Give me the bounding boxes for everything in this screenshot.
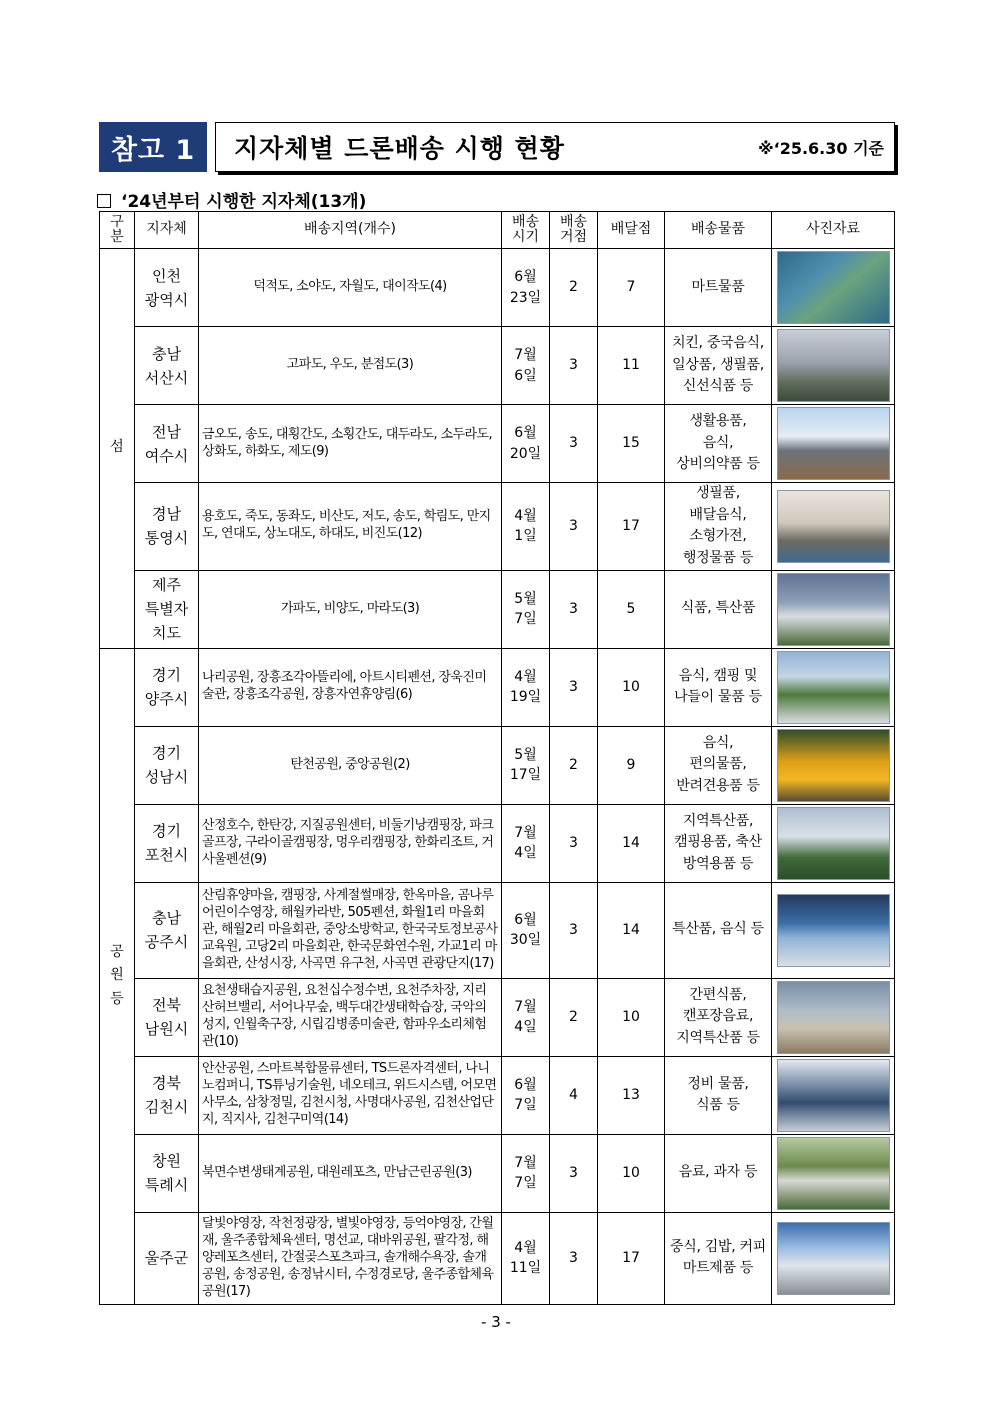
- photo-cell: [772, 570, 895, 648]
- goods-cell: 생활용품, 음식, 상비의약품 등: [665, 405, 772, 483]
- start-date-cell: 7월 6일: [502, 327, 550, 405]
- drone-photo-jeju: [777, 573, 890, 646]
- drone-photo-ulju: [777, 1222, 890, 1295]
- delivery-points-cell: 10: [598, 648, 665, 726]
- area-cell: 덕적도, 소야도, 자월도, 대이작도(4): [199, 249, 502, 327]
- delivery-points-cell: 5: [598, 570, 665, 648]
- delivery-points-cell: 17: [598, 483, 665, 571]
- region-cell: 전북 남원시: [135, 978, 199, 1056]
- delivery-points-cell: 11: [598, 327, 665, 405]
- photo-cell: [772, 327, 895, 405]
- drone-photo-tongyeong: [777, 490, 890, 563]
- hub-count-cell: 3: [550, 648, 598, 726]
- goods-cell: 정비 물품, 식품 등: [665, 1056, 772, 1134]
- goods-cell: 지역특산품, 캠핑용품, 축산 방역용품 등: [665, 804, 772, 882]
- table-row: [100, 327, 895, 405]
- table-row: [100, 882, 895, 978]
- area-cell: 탄천공원, 중앙공원(2): [199, 726, 502, 804]
- hub-count-cell: 2: [550, 978, 598, 1056]
- delivery-points-cell: 14: [598, 882, 665, 978]
- title-box: [215, 122, 895, 172]
- table-row: [100, 1212, 895, 1304]
- goods-cell: 치킨, 중국음식, 일상품, 생필품, 신선식품 등: [665, 327, 772, 405]
- start-date-cell: 4월 1일: [502, 483, 550, 571]
- goods-cell: 간편식품, 캔포장음료, 지역특산품 등: [665, 978, 772, 1056]
- goods-cell: 식품, 특산품: [665, 570, 772, 648]
- section-title: ‘24년부터 시행한 지자체(13개): [121, 192, 367, 212]
- table-header-row: [100, 212, 895, 249]
- delivery-points-cell: 7: [598, 249, 665, 327]
- area-cell: 금오도, 송도, 대횡간도, 소횡간도, 대두라도, 소두라도, 상화도, 하화도, 제도(9): [199, 405, 502, 483]
- section-heading: [97, 187, 366, 212]
- header-start: 배송 시기: [502, 212, 550, 249]
- header-goods: 배송물품: [665, 212, 772, 249]
- photo-cell: [772, 483, 895, 571]
- hub-count-cell: 3: [550, 1212, 598, 1304]
- goods-cell: 음식, 편의물품, 반려견용품 등: [665, 726, 772, 804]
- table-row: [100, 978, 895, 1056]
- hub-count-cell: 3: [550, 327, 598, 405]
- start-date-cell: 6월 30일: [502, 882, 550, 978]
- start-date-cell: 4월 19일: [502, 648, 550, 726]
- hub-count-cell: 2: [550, 726, 598, 804]
- category-cell: 공 원 등: [100, 648, 135, 1304]
- area-cell: 안산공원, 스마트복합물류센터, TS드론자격센터, 나니노컴퍼니, TS튜닝기술원, 네오테크, 위드시스템, 어모면사무소, 삼창정밀, 김천시청, 사명대사공원, 김천산업단지, 직지사, 김천구미역(14): [199, 1056, 502, 1134]
- start-date-cell: 6월 7일: [502, 1056, 550, 1134]
- region-cell: 창원 특례시: [135, 1134, 199, 1212]
- header-region: 지자체: [135, 212, 199, 249]
- area-cell: 고파도, 우도, 분점도(3): [199, 327, 502, 405]
- hub-count-cell: 2: [550, 249, 598, 327]
- table-row: [100, 648, 895, 726]
- photo-cell: [772, 249, 895, 327]
- delivery-points-cell: 10: [598, 1134, 665, 1212]
- start-date-cell: 6월 20일: [502, 405, 550, 483]
- region-cell: 인천 광역시: [135, 249, 199, 327]
- area-cell: 요천생태습지공원, 요천십수정수변, 요천주차장, 지리산허브밸리, 서어나무숲, 백두대간생태학습장, 국악의성지, 인월축구장, 시립김병종미술관, 함파우소리체험관(10): [199, 978, 502, 1056]
- goods-cell: 특산품, 음식 등: [665, 882, 772, 978]
- drone-delivery-table: [99, 211, 895, 1305]
- page-title: 지자체별 드론배송 시행 현황: [234, 134, 565, 163]
- drone-photo-gimcheon: [777, 1059, 890, 1132]
- area-cell: 나리공원, 장흥조각아뜰리에, 아트시티펜션, 장욱진미술관, 장흥조각공원, 장흥자연휴양림(6): [199, 648, 502, 726]
- photo-cell: [772, 882, 895, 978]
- start-date-cell: 6월 23일: [502, 249, 550, 327]
- header-photo: 사진자료: [772, 212, 895, 249]
- drone-photo-seongnam: [777, 729, 890, 802]
- goods-cell: 마트물품: [665, 249, 772, 327]
- region-cell: 충남 서산시: [135, 327, 199, 405]
- area-cell: 용호도, 죽도, 동좌도, 비산도, 저도, 송도, 학림도, 만지도, 연대도, 상노대도, 하대도, 비진도(12): [199, 483, 502, 571]
- photo-cell: [772, 978, 895, 1056]
- photo-cell: [772, 1134, 895, 1212]
- area-cell: 산정호수, 한탄강, 지질공원센터, 비둘기낭캠핑장, 파크골프장, 구라이골캠핑장, 멍우리캠핑장, 한화리조트, 거사울펜션(9): [199, 804, 502, 882]
- goods-cell: 중식, 김밥, 커피 마트제품 등: [665, 1212, 772, 1304]
- region-cell: 경기 포천시: [135, 804, 199, 882]
- region-cell: 경남 통영시: [135, 483, 199, 571]
- start-date-cell: 7월 4일: [502, 804, 550, 882]
- photo-cell: [772, 1212, 895, 1304]
- drone-photo-yangju: [777, 651, 890, 724]
- date-note: ※‘25.6.30 기준: [758, 138, 884, 158]
- drone-photo-changwon: [777, 1137, 890, 1210]
- hub-count-cell: 4: [550, 1056, 598, 1134]
- header-category: 구 분: [100, 212, 135, 249]
- drone-photo-pocheon: [777, 807, 890, 880]
- hub-count-cell: 3: [550, 1134, 598, 1212]
- delivery-points-cell: 14: [598, 804, 665, 882]
- header-hub: 배송 거점: [550, 212, 598, 249]
- goods-cell: 생필품, 배달음식, 소형가전, 행정물품 등: [665, 483, 772, 571]
- hub-count-cell: 3: [550, 570, 598, 648]
- goods-cell: 음식, 캠핑 및 나들이 물품 등: [665, 648, 772, 726]
- drone-photo-namwon: [777, 981, 890, 1054]
- table-row: [100, 1134, 895, 1212]
- delivery-points-cell: 13: [598, 1056, 665, 1134]
- region-cell: 충남 공주시: [135, 882, 199, 978]
- region-cell: 경기 양주시: [135, 648, 199, 726]
- photo-cell: [772, 726, 895, 804]
- table-row: [100, 1056, 895, 1134]
- drone-photo-incheon: [777, 251, 890, 324]
- drone-photo-yeosu: [777, 407, 890, 480]
- delivery-points-cell: 17: [598, 1212, 665, 1304]
- drone-photo-seosan: [777, 329, 890, 402]
- region-cell: 울주군: [135, 1212, 199, 1304]
- area-cell: 달빛야영장, 작천정광장, 별빛야영장, 등억야영장, 간월재, 울주종합체육센터, 명선교, 대바위공원, 팔각정, 해양레포츠센터, 간절곶스포츠파크, 솔개해수욕장, 솔개공원, 송정공원, 송정낚시터, 수정경로당, 울주종합체육공원(17): [199, 1212, 502, 1304]
- region-cell: 제주 특별자 치도: [135, 570, 199, 648]
- reference-badge: 참고 1: [99, 122, 207, 172]
- drone-photo-gongju: [777, 894, 890, 967]
- start-date-cell: 5월 17일: [502, 726, 550, 804]
- delivery-points-cell: 10: [598, 978, 665, 1056]
- goods-cell: 음료, 과자 등: [665, 1134, 772, 1212]
- region-cell: 경기 성남시: [135, 726, 199, 804]
- table-row: [100, 405, 895, 483]
- start-date-cell: 7월 7일: [502, 1134, 550, 1212]
- photo-cell: [772, 648, 895, 726]
- table-row: [100, 570, 895, 648]
- delivery-points-cell: 9: [598, 726, 665, 804]
- hub-count-cell: 3: [550, 405, 598, 483]
- photo-cell: [772, 1056, 895, 1134]
- area-cell: 가파도, 비양도, 마라도(3): [199, 570, 502, 648]
- header-area: 배송지역(개수): [199, 212, 502, 249]
- page-number: - 3 -: [481, 1313, 511, 1331]
- photo-cell: [772, 405, 895, 483]
- header-points: 배달점: [598, 212, 665, 249]
- table-row: [100, 483, 895, 571]
- area-cell: 북면수변생태계공원, 대원레포츠, 만남근린공원(3): [199, 1134, 502, 1212]
- area-cell: 산림휴양마을, 캠핑장, 사계절썰매장, 한옥마을, 곰나루 어린이수영장, 해월카라반, 505펜션, 화월1리 마을회관, 해월2리 마을회관, 중앙소방학교, 한국국토정보공사교육원, 고당2리 마을회관, 한국문화연수원, 가교1리 마을회관, 산성시장, 사곡면 유구천, 사곡면 관광단지(17): [199, 882, 502, 978]
- hub-count-cell: 3: [550, 882, 598, 978]
- table-row: [100, 249, 895, 327]
- start-date-cell: 4월 11일: [502, 1212, 550, 1304]
- delivery-points-cell: 15: [598, 405, 665, 483]
- checkbox-square-icon: [97, 194, 111, 208]
- start-date-cell: 7월 4일: [502, 978, 550, 1056]
- table-row: [100, 726, 895, 804]
- start-date-cell: 5월 7일: [502, 570, 550, 648]
- category-cell: 섬: [100, 249, 135, 649]
- table-row: [100, 804, 895, 882]
- hub-count-cell: 3: [550, 804, 598, 882]
- photo-cell: [772, 804, 895, 882]
- hub-count-cell: 3: [550, 483, 598, 571]
- region-cell: 전남 여수시: [135, 405, 199, 483]
- region-cell: 경북 김천시: [135, 1056, 199, 1134]
